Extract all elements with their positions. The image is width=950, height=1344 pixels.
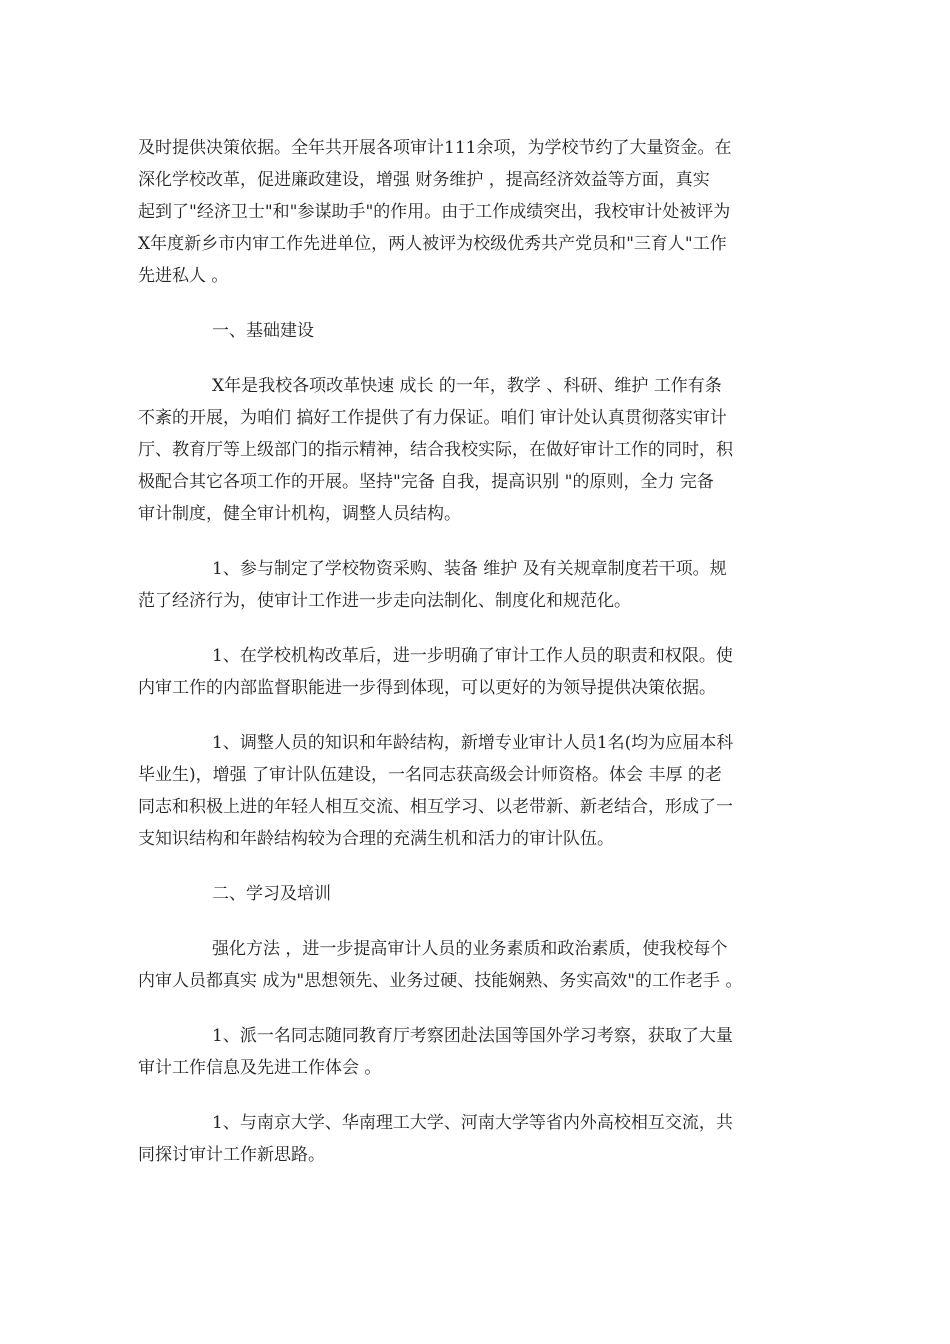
text-line: 深化学校改革，促进廉政建设，增强 财务维护 ，提高经济效益等方面，真实 xyxy=(138,170,710,190)
text-line: 先进私人 。 xyxy=(138,266,229,286)
text-line: 毕业生)，增强 了审计队伍建设，一名同志获高级会计师资格。体会 丰厚 的老 xyxy=(138,765,722,785)
paragraph-intro xyxy=(138,132,822,292)
text-line: 范了经济行为，使审计工作进一步走向法制化、制度化和规范化。 xyxy=(138,591,631,611)
paragraph-item-regulations xyxy=(138,553,822,617)
text-line: 不紊的开展，为咱们 搞好工作提供了有力保证。咱们 审计处认真贯彻落实审计 xyxy=(138,408,727,428)
text-line: 内审人员都真实 成为"思想领先、业务过硬、技能娴熟、务实高效"的工作老手 。 xyxy=(138,971,743,991)
section-heading-study-training xyxy=(138,878,822,910)
paragraph-study-training xyxy=(138,933,822,997)
text-line: 1、参与制定了学校物资采购、装备 维护 及有关规章制度若干项。规 xyxy=(212,559,727,579)
text-line: X年是我校各项改革快速 成长 的一年，教学 、科研、维护 工作有条 xyxy=(212,376,722,396)
text-line: X年度新乡市内审工作先进单位，两人被评为校级优秀共产党员和"三育人"工作 xyxy=(138,234,727,254)
section-heading: 二、学习及培训 xyxy=(212,884,331,904)
text-line: 极配合其它各项工作的开展。坚持"完备 自我，提高识别 "的原则，全力 完备 xyxy=(138,472,714,492)
text-line: 1、调整人员的知识和年龄结构，新增专业审计人员1名(均为应届本科 xyxy=(212,733,734,753)
text-line: 审计制度，健全审计机构，调整人员结构。 xyxy=(138,504,461,524)
text-line: 1、与南京大学、华南理工大学、河南大学等省内外高校相互交流，共 xyxy=(212,1113,733,1133)
paragraph-basic-construction xyxy=(138,370,822,530)
text-line: 及时提供决策依据。全年共开展各项审计111余项，为学校节约了大量资金。在 xyxy=(138,138,732,158)
text-line: 同探讨审计工作新思路。 xyxy=(138,1145,325,1165)
text-line: 起到了"经济卫士"和"参谋助手"的作用。由于工作成绩突出，我校审计处被评为 xyxy=(138,202,731,222)
section-heading: 一、基础建设 xyxy=(212,321,314,341)
paragraph-item-staff-structure xyxy=(138,727,822,855)
text-line: 1、派一名同志随同教育厅考察团赴法国等国外学习考察，获取了大量 xyxy=(212,1026,733,1046)
text-line: 强化方法 ，进一步提高审计人员的业务素质和政治素质，使我校每个 xyxy=(212,939,728,959)
paragraph-item-overseas-study xyxy=(138,1020,822,1084)
paragraph-item-university-exchange xyxy=(138,1107,822,1171)
paragraph-item-institution-reform xyxy=(138,640,822,704)
section-heading-basic-construction xyxy=(138,315,822,347)
text-line: 内审工作的内部监督职能进一步得到体现，可以更好的为领导提供决策依据。 xyxy=(138,678,716,698)
text-line: 厅、教育厅等上级部门的指示精神，结合我校实际，在做好审计工作的同时，积 xyxy=(138,440,733,460)
text-line: 1、在学校机构改革后，进一步明确了审计工作人员的职责和权限。使 xyxy=(212,646,733,666)
text-line: 支知识结构和年龄结构较为合理的充满生机和活力的审计队伍。 xyxy=(138,829,614,849)
text-line: 审计工作信息及先进工作体会 。 xyxy=(138,1058,382,1078)
text-line: 同志和积极上进的年轻人相互交流、相互学习、以老带新、新老结合，形成了一 xyxy=(138,797,733,817)
document-body xyxy=(138,132,822,1194)
